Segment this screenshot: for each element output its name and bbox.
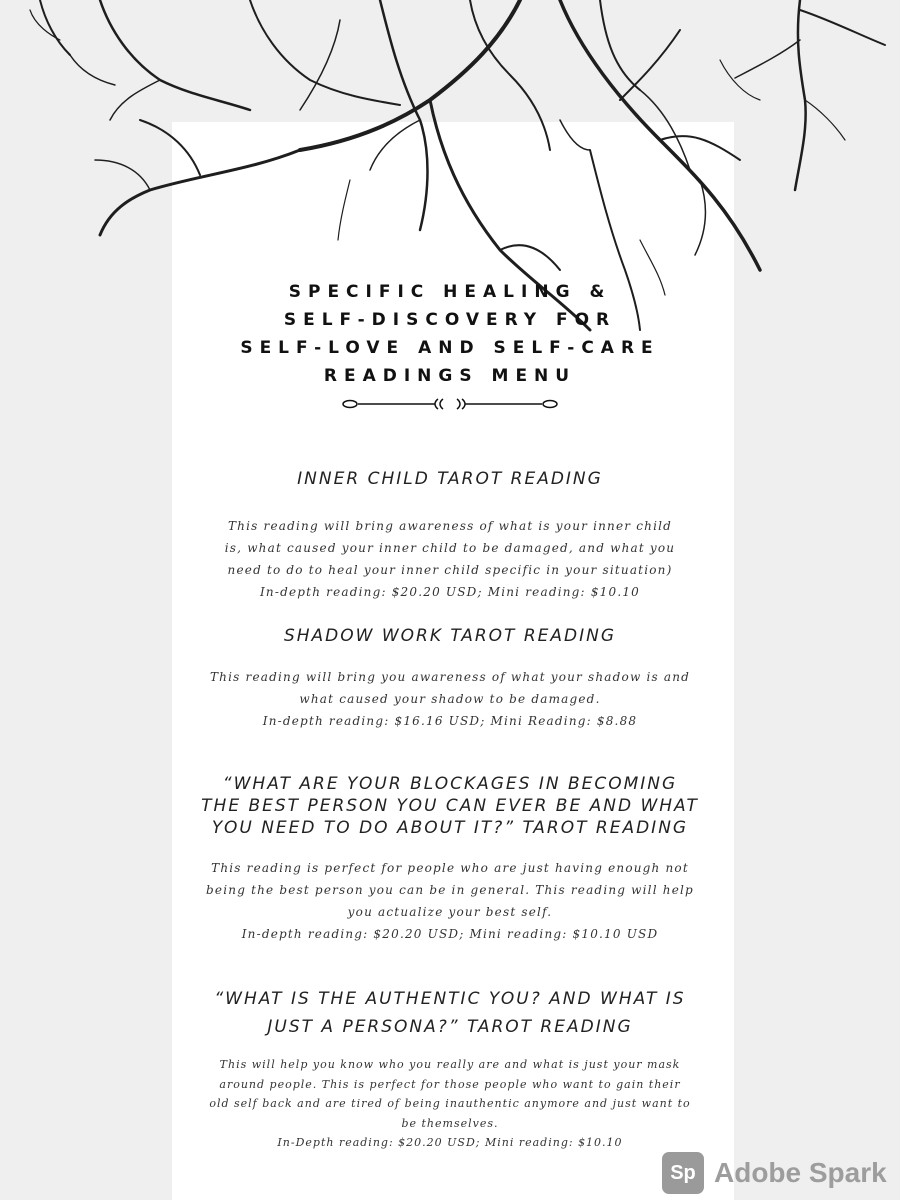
price-line: In-depth reading: $20.20 USD; Mini reading: $10.10 [259, 585, 641, 599]
adobe-spark-watermark[interactable] [662, 1150, 887, 1196]
reading-heading [180, 625, 720, 647]
title-line: SPECIFIC HEALING & [288, 282, 612, 302]
heading-line: JUST A PERSONA?” TAROT READING [267, 1017, 633, 1037]
price-line: In-depth reading: $16.16 USD; Mini Reading: $8.88 [262, 714, 638, 728]
title-line: SELF-LOVE AND SELF-CARE [240, 338, 660, 358]
desc-line: you actualize your best self. [347, 905, 553, 919]
heading-line: YOU NEED TO DO ABOUT IT?” TAROT READING [211, 818, 689, 838]
desc-line: need to do to heal your inner child specific in your situation) [227, 563, 673, 577]
desc-line: around people. This is perfect for those people who want to gain their [219, 1077, 681, 1091]
reading-heading [180, 985, 720, 1041]
price-line: In-depth reading: $20.20 USD; Mini reading: $10.10 USD [241, 927, 659, 941]
ornament-divider-icon [340, 394, 560, 414]
price-line: In-Depth reading: $20.20 USD; Mini reading: $10.10 [277, 1136, 623, 1149]
reading-description [180, 857, 720, 945]
heading-line: INNER CHILD TAROT READING [297, 469, 603, 489]
heading-line: “WHAT IS THE AUTHENTIC YOU? AND WHAT IS [214, 989, 686, 1009]
desc-line: This reading will bring you awareness of what your shadow is and [209, 670, 691, 684]
desc-line: is, what caused your inner child to be damaged, and what you [224, 541, 676, 555]
desc-line: This reading is perfect for people who are just having enough not [211, 861, 689, 875]
desc-line: old self back and are tired of being inauthentic anymore and just want to [209, 1097, 691, 1110]
heading-line: “WHAT ARE YOUR BLOCKAGES IN BECOMING [222, 774, 678, 794]
watermark-label: Adobe Spark [714, 1157, 887, 1188]
desc-line: be themselves. [401, 1116, 499, 1130]
reading-description [180, 1055, 720, 1153]
heading-line: THE BEST PERSON YOU CAN EVER BE AND WHAT [201, 796, 699, 816]
reading-description [180, 666, 720, 732]
reading-heading [180, 468, 720, 490]
reading-heading [180, 773, 720, 839]
title-line: SELF-DISCOVERY FOR [283, 310, 617, 330]
heading-line: SHADOW WORK TAROT READING [283, 626, 617, 646]
page-title [200, 278, 700, 390]
desc-line: This reading will bring awareness of what is your inner child [227, 519, 673, 533]
adobe-spark-logo-icon: Sp [662, 1152, 704, 1194]
desc-line: what caused your shadow to be damaged. [299, 692, 601, 706]
reading-description [180, 515, 720, 603]
desc-line: This will help you know who you really are and what is just your mask [219, 1058, 681, 1071]
desc-line: being the best person you can be in general. This reading will help [206, 883, 694, 897]
title-line: READINGS MENU [323, 366, 577, 386]
